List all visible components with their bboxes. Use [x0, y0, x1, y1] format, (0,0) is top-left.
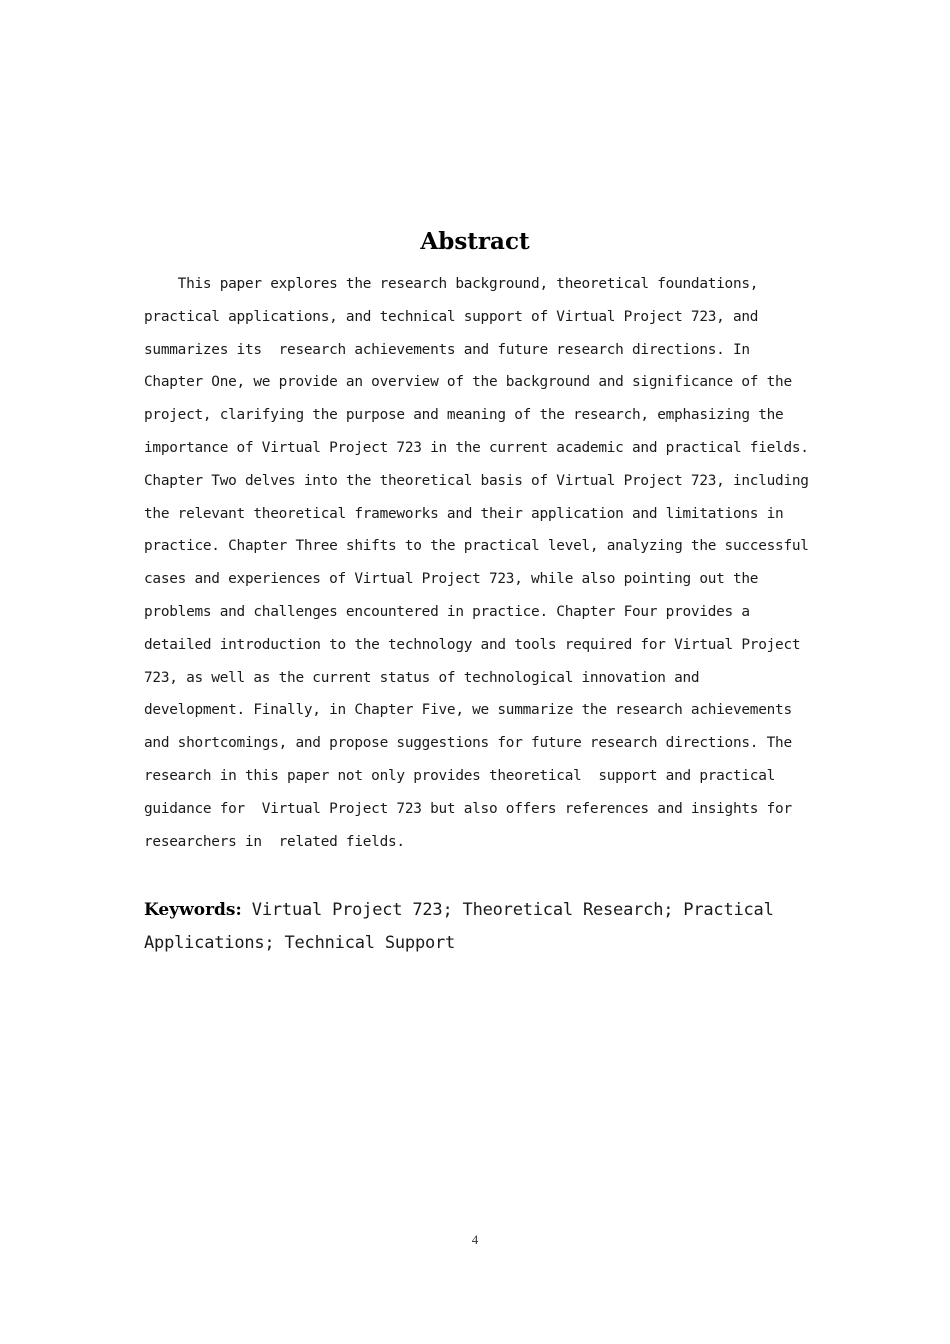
abstract-body	[144, 268, 809, 858]
abstract-line: Chapter Two delves into the theoretical basis of Virtual Project 723, including	[144, 472, 809, 489]
keywords-label: Keywords:	[144, 900, 242, 920]
abstract-line: This paper explores the research background, theoretical foundations,	[144, 276, 759, 292]
abstract-line: problems and challenges encountered in practice. Chapter Four provides a	[144, 603, 750, 620]
keywords-text-1: Virtual Project 723; Theoretical Research; Practical	[241, 900, 774, 920]
keywords-text-2: Applications; Technical Support	[144, 933, 456, 953]
abstract-line: project, clarifying the purpose and meaning of the research, emphasizing the	[144, 407, 784, 424]
keywords-section	[144, 894, 806, 960]
abstract-line: researchers in related fields.	[144, 833, 405, 850]
abstract-line: Chapter One, we provide an overview of the background and significance of the	[144, 374, 792, 391]
abstract-line: detailed introduction to the technology and tools required for Virtual Project	[144, 636, 801, 653]
abstract-title: Abstract	[420, 228, 530, 255]
abstract-line: research in this paper not only provides theoretical support and practical	[144, 767, 776, 784]
abstract-line: importance of Virtual Project 723 in the current academic and practical fields.	[144, 439, 809, 456]
abstract-line: guidance for Virtual Project 723 but also offers references and insights for	[144, 800, 792, 817]
keywords-line-1	[144, 894, 806, 927]
abstract-line: summarizes its research achievements and future research directions. In	[144, 341, 750, 358]
abstract-line: 723, as well as the current status of technological innovation and	[144, 669, 700, 686]
abstract-line: cases and experiences of Virtual Project 723, while also pointing out the	[144, 571, 759, 588]
abstract-line: and shortcomings, and propose suggestions for future research directions. The	[144, 735, 792, 752]
page-number: 4	[471, 1232, 479, 1247]
abstract-line: practical applications, and technical support of Virtual Project 723, and	[144, 308, 759, 325]
keywords-line-2	[144, 927, 806, 960]
abstract-line: development. Finally, in Chapter Five, we summarize the research achievements	[144, 702, 792, 719]
abstract-line: the relevant theoretical frameworks and their application and limitations in	[144, 505, 784, 522]
abstract-line: practice. Chapter Three shifts to the practical level, analyzing the successful	[144, 538, 809, 555]
